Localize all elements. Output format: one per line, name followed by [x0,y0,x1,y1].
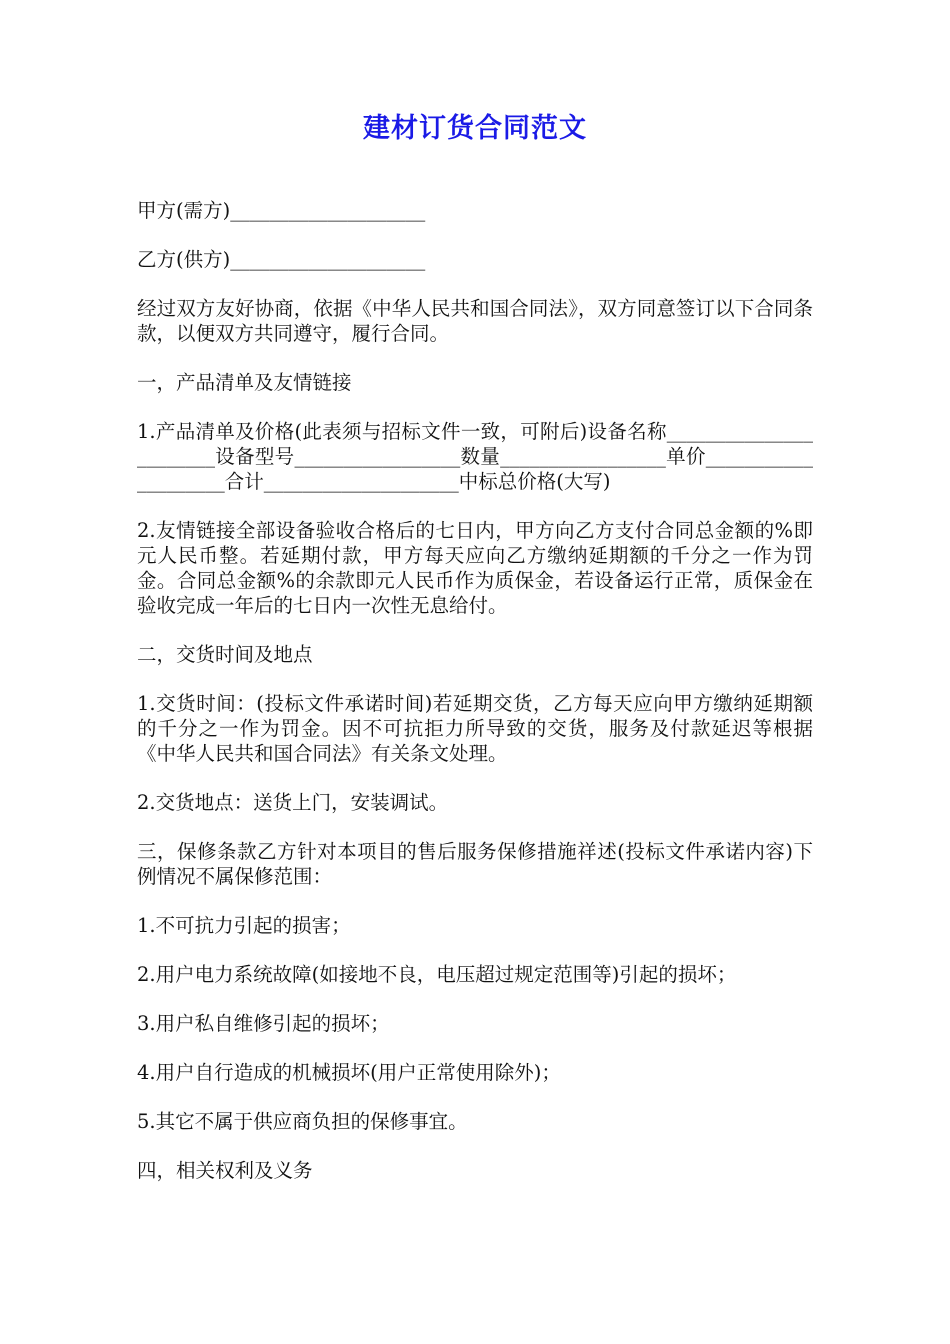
delivery-place-paragraph: 2.交货地点：送货上门，安装调试。 [137,791,449,814]
delivery-time-paragraph: 1.交货时间：(投标文件承诺时间)若延期交货，乙方每天应向甲方缴纳延期额的千分之一作为罚金。因不可抗拒力所导致的交货，服务及付款延迟等根据《中华人民共和国合同法》有关条文处理。 [137,692,813,765]
product-list-paragraph: 1.产品清单及价格(此表须与招标文件一致，可附后)设备名称_______________________设备型号_________________数量_________________单价____________________合计____________________中标总价格(大写) [137,420,813,493]
warranty-item-5: 5.其它不属于供应商负担的保修事宜。 [137,1110,468,1133]
warranty-item-3: 3.用户私自维修引起的损坏； [137,1012,390,1035]
document-body [137,198,813,1207]
party-a-line: 甲方(需方)____________________ [137,199,426,222]
warranty-item-2: 2.用户电力系统故障(如接地不良，电压超过规定范围等)引起的损坏； [137,963,737,986]
warranty-item-1: 1.不可抗力引起的损害； [137,914,351,937]
payment-paragraph: 2.友情链接全部设备验收合格后的七日内，甲方向乙方支付合同总金额的%即元人民币整。若延期付款，甲方每天应向乙方缴纳延期额的千分之一作为罚金。合同总金额%的余款即元人民币作为质保金，若设备运行正常，质保金在验收完成一年后的七日内一次性无息给付。 [137,519,813,617]
section-heading-4: 四，相关权利及义务 [137,1159,313,1182]
section-heading-3: 三，保修条款乙方针对本项目的售后服务保修措施祥述(投标文件承诺内容)下例情况不属保修范围： [137,840,813,888]
section-heading-1: 一，产品清单及友情链接 [137,371,352,394]
document-title: 建材订货合同范文 [363,113,587,144]
intro-paragraph: 经过双方友好协商，依据《中华人民共和国合同法》，双方同意签订以下合同条款，以便双方共同遵守，履行合同。 [137,297,813,345]
party-b-line: 乙方(供方)____________________ [137,248,426,271]
warranty-item-4: 4.用户自行造成的机械损坏(用户正常使用除外)； [137,1061,561,1084]
section-heading-2: 二，交货时间及地点 [137,643,313,666]
